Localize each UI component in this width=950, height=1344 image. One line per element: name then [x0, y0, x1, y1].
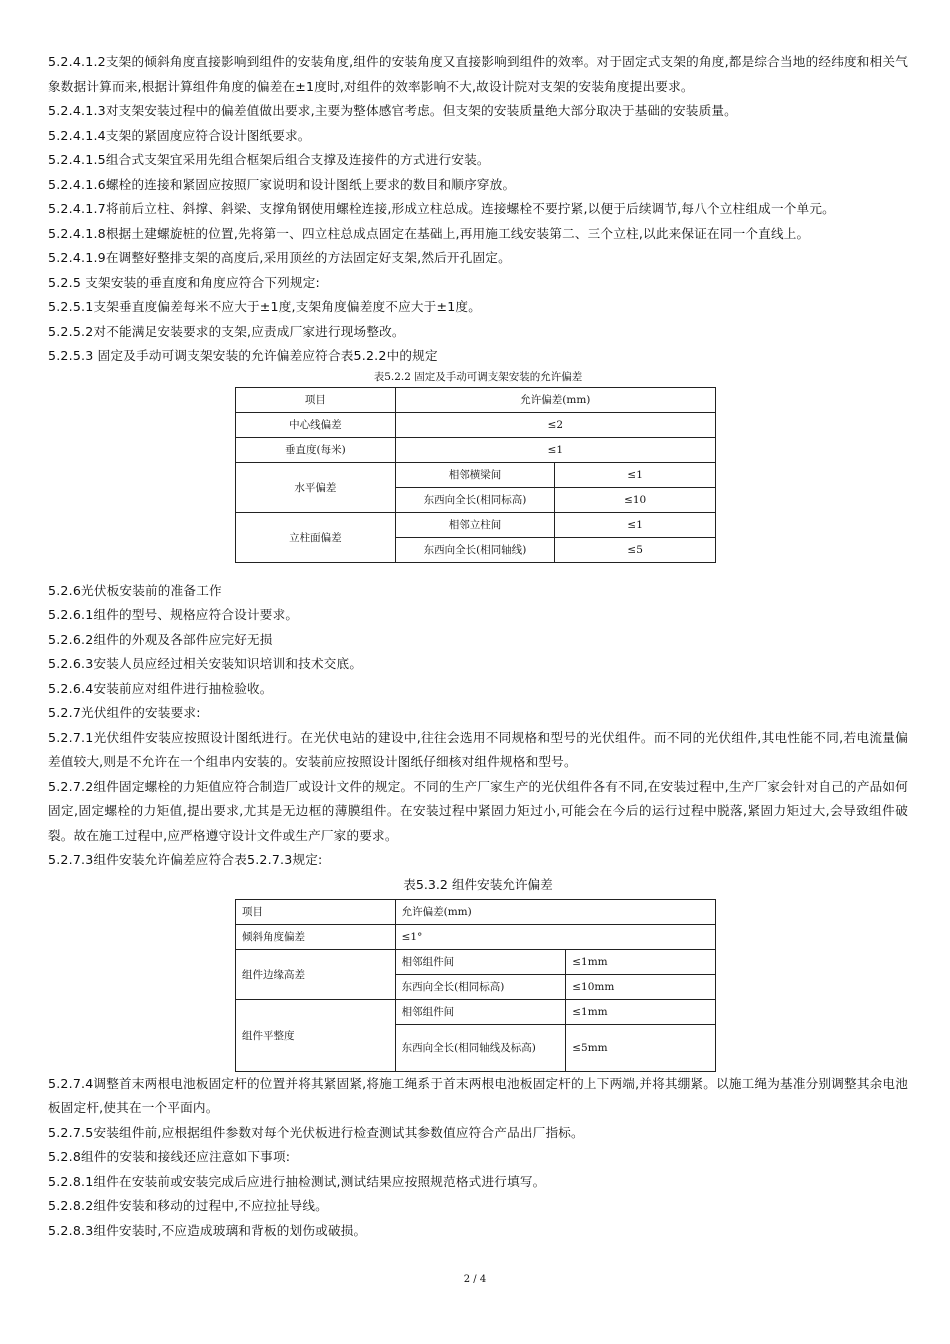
table-cell: ≤5	[555, 537, 716, 562]
table-row	[236, 462, 716, 487]
table-cell: 倾斜角度偏差	[236, 924, 396, 949]
paragraph: 5.2.4.1.8根据土建螺旋桩的位置,先将第一、四立柱总成点固定在基础上,再用施工线安装第二、三个立柱,以此来保证在同一个直线上。	[48, 225, 810, 241]
table-cell: 相邻立柱间	[395, 512, 555, 537]
table-cell: ≤5mm	[566, 1024, 716, 1071]
table-header-cell: 允许偏差(mm)	[395, 899, 715, 924]
table-row	[236, 412, 716, 437]
table-header-cell: 项目	[236, 387, 396, 412]
paragraph: 5.2.4.1.4支架的紧固度应符合设计图纸要求。	[48, 127, 311, 143]
paragraph: 5.2.8组件的安装和接线还应注意如下事项:	[48, 1149, 291, 1164]
table-cell: 相邻横梁间	[395, 462, 555, 487]
table-cell: 东西向全长(相同标高)	[395, 974, 566, 999]
paragraph: 5.2.4.1.3对支架安装过程中的偏差值做出要求,主要为整体感官考虑。但支架的安装质量绝大部分取决于基础的安装质量。	[48, 103, 737, 118]
table-row	[236, 512, 716, 537]
page-number: 2 / 4	[463, 1274, 487, 1285]
paragraph: 5.2.7.5安装组件前,应根据组件参数对每个光伏板进行检查测试其参数值应符合产品出厂指标。	[48, 1124, 584, 1140]
table-cell: 水平偏差	[236, 462, 396, 512]
module-tolerance-table	[235, 899, 716, 1072]
paragraph: 5.2.7.3组件安装允许偏差应符合表5.2.7.3规定:	[48, 852, 323, 867]
support-tolerance-table	[235, 387, 716, 563]
table-header-cell: 允许偏差(mm)	[395, 387, 715, 412]
table-cell: 组件边缘高差	[236, 949, 396, 999]
paragraph: 5.2.6.3安装人员应经过相关安装知识培训和技术交底。	[48, 656, 363, 671]
paragraph: 5.2.8.2组件安装和移动的过程中,不应拉扯导线。	[48, 1198, 328, 1213]
table-cell: 东西向全长(相同标高)	[395, 487, 555, 512]
table-cell: 东西向全长(相同轴线及标高)	[395, 1024, 566, 1071]
table-row	[236, 924, 716, 949]
paragraph: 5.2.6光伏板安装前的准备工作	[48, 582, 222, 598]
table-cell: ≤2	[395, 412, 715, 437]
table-cell: 相邻组件间	[395, 949, 566, 974]
table1-caption: 表5.2.2 固定及手动可调支架安装的允许偏差	[373, 370, 583, 383]
table2-caption: 表5.3.2 组件安装允许偏差	[403, 876, 553, 892]
paragraph: 5.2.4.1.5组合式支架宜采用先组合框架后组合支撑及连接件的方式进行安装。	[48, 152, 490, 167]
paragraph: 5.2.7光伏组件的安装要求:	[48, 705, 201, 720]
paragraph: 5.2.4.1.2支架的倾斜角度直接影响到组件的安装角度,组件的安装角度又直接影响到组件的效率。对于固定式支架的角度,都是综合当地的经纬度和相关气象数据计算而来,根据计算组件角度的偏差在±1度时,对组件的效率影响不大,故设计院对支架的安装角度提出要求。	[48, 54, 908, 94]
paragraph: 5.2.5.1支架垂直度偏差每米不应大于±1度,支架角度偏差度不应大于±1度。	[48, 299, 482, 314]
table-cell: 垂直度(每米)	[236, 437, 396, 462]
table-cell: 东西向全长(相同轴线)	[395, 537, 555, 562]
table-header-cell: 项目	[236, 899, 396, 924]
table-cell: 相邻组件间	[395, 999, 566, 1024]
paragraph: 5.2.5.2对不能满足安装要求的支架,应责成厂家进行现场整改。	[48, 323, 405, 339]
table-row	[236, 437, 716, 462]
table-cell: ≤10mm	[566, 974, 716, 999]
paragraph: 5.2.7.2组件固定螺栓的力矩值应符合制造厂或设计文件的规定。不同的生产厂家生产的光伏组件各有不同,在安装过程中,生产厂家会针对自己的产品如何固定,固定螺栓的力矩值,提出要求,尤其是无边框的薄膜组件。在安装过程中紧固力矩过小,可能会在今后的运行过程中脱落,紧固力矩过大,会导致组件破裂。故在施工过程中,应严格遵守设计文件或生产厂家的要求。	[48, 778, 908, 843]
paragraph: 5.2.8.3组件安装时,不应造成玻璃和背板的划伤或破损。	[48, 1222, 367, 1238]
table-cell: ≤10	[555, 487, 716, 512]
paragraph: 5.2.6.2组件的外观及各部件应完好无损	[48, 631, 273, 647]
paragraph: 5.2.4.1.9在调整好整排支架的高度后,采用顶丝的方法固定好支架,然后开孔固定。	[48, 250, 511, 265]
table-row	[236, 949, 716, 974]
table-cell: 中心线偏差	[236, 412, 396, 437]
paragraph: 5.2.7.1光伏组件安装应按照设计图纸进行。在光伏电站的建设中,往往会选用不同规格和型号的光伏组件。而不同的光伏组件,其电性能不同,若电流量偏差值较大,则是不允许在一个组串内安装的。安装前应按照设计图纸仔细核对组件规格和型号。	[48, 729, 908, 769]
paragraph: 5.2.6.4安装前应对组件进行抽检验收。	[48, 680, 273, 696]
table-cell: 立柱面偏差	[236, 512, 396, 562]
table-cell: ≤1	[555, 512, 716, 537]
paragraph: 5.2.4.1.7将前后立柱、斜撑、斜梁、支撑角钢使用螺栓连接,形成立柱总成。连接螺栓不要拧紧,以便于后续调节,每八个立柱组成一个单元。	[48, 201, 835, 216]
table-cell: ≤1°	[395, 924, 715, 949]
paragraph: 5.2.5 支架安装的垂直度和角度应符合下列规定:	[48, 274, 320, 290]
table-cell: ≤1mm	[566, 949, 716, 974]
table-cell: ≤1mm	[566, 999, 716, 1024]
document-body	[48, 50, 908, 1243]
table-cell: 组件平整度	[236, 999, 396, 1071]
table-cell: ≤1	[555, 462, 716, 487]
paragraph: 5.2.8.1组件在安装前或安装完成后应进行抽检测试,测试结果应按照规范格式进行填写。	[48, 1173, 546, 1189]
paragraph: 5.2.5.3 固定及手动可调支架安装的允许偏差应符合表5.2.2中的规定	[48, 348, 438, 363]
paragraph: 5.2.4.1.6螺栓的连接和紧固应按照厂家说明和设计图纸上要求的数目和顺序穿放。	[48, 176, 516, 192]
paragraph: 5.2.7.4调整首末两根电池板固定杆的位置并将其紧固紧,将施工绳系于首末两根电池板固定杆的上下两端,并将其绷紧。以施工绳为基准分别调整其余电池板固定杆,使其在一个平面内。	[48, 1075, 908, 1115]
table-header-row	[236, 387, 716, 412]
table-row	[236, 999, 716, 1024]
paragraph: 5.2.6.1组件的型号、规格应符合设计要求。	[48, 607, 299, 622]
table-header-row	[236, 899, 716, 924]
table-cell: ≤1	[395, 437, 715, 462]
